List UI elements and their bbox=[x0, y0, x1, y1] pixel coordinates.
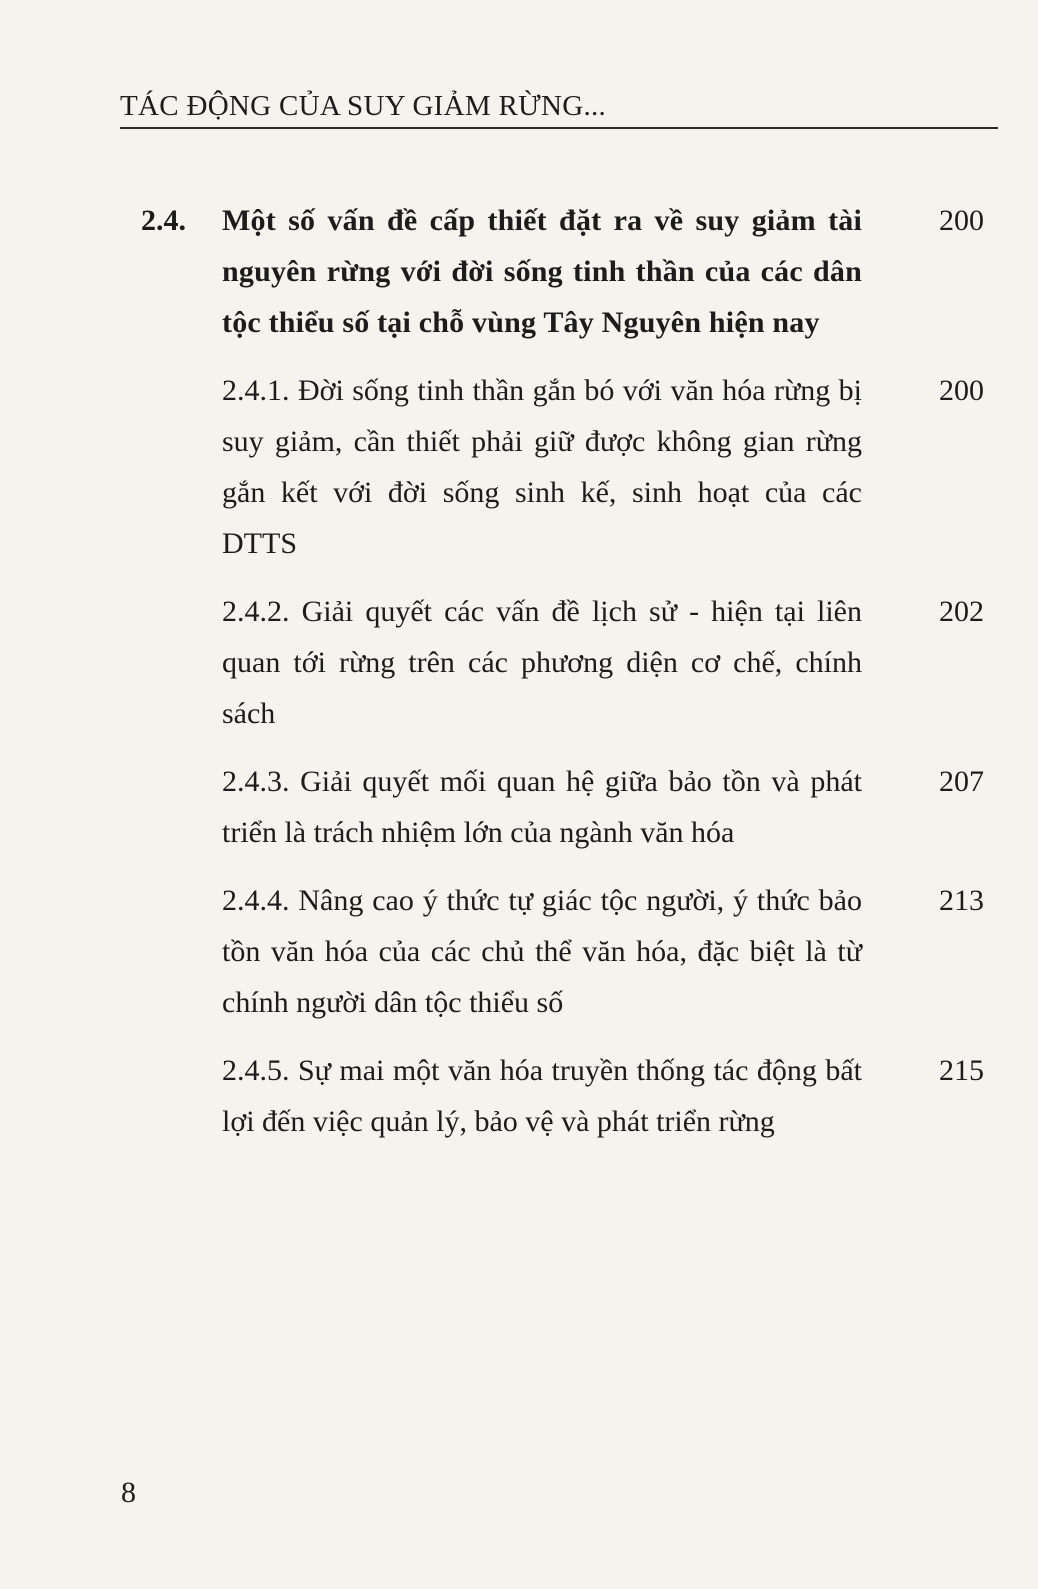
toc-entry-text: 2.4.1. Đời sống tinh thần gắn bó với văn hóa rừng bị suy giảm, cần thiết phải giữ được không gian rừng gắn kết với đời sống sinh kế, sinh hoạt của các DTTS bbox=[222, 374, 862, 560]
toc-entry-text: 2.4.3. Giải quyết mối quan hệ giữa bảo tồn và phát triển là trách nhiệm lớn của ngành văn hóa bbox=[222, 765, 862, 849]
toc-entry-page: 215 bbox=[939, 1054, 984, 1087]
page-number: 8 bbox=[121, 1476, 136, 1509]
toc-section-number: 2.4. bbox=[141, 204, 186, 237]
toc-entry-page: 202 bbox=[939, 595, 984, 628]
toc-section-entry bbox=[0, 195, 1038, 348]
toc-section-page: 200 bbox=[939, 204, 984, 237]
toc-entry-page: 213 bbox=[939, 884, 984, 917]
running-head: TÁC ĐỘNG CỦA SUY GIẢM RỪNG... bbox=[120, 90, 607, 122]
toc-entry-2-4-1 bbox=[0, 365, 1038, 569]
table-of-contents bbox=[0, 195, 1038, 1164]
toc-entry-text: 2.4.5. Sự mai một văn hóa truyền thống tác động bất lợi đến việc quản lý, bảo vệ và phát triển rừng bbox=[222, 1054, 862, 1138]
toc-entry-2-4-2 bbox=[0, 586, 1038, 739]
toc-section-title: Một số vấn đề cấp thiết đặt ra về suy giảm tài nguyên rừng với đời sống tinh thần của các dân tộc thiểu số tại chỗ vùng Tây Nguyên hiện nay bbox=[222, 204, 862, 339]
toc-entry-page: 200 bbox=[939, 374, 984, 407]
toc-entry-2-4-3 bbox=[0, 756, 1038, 858]
header-rule bbox=[120, 127, 998, 129]
toc-entry-text: 2.4.4. Nâng cao ý thức tự giác tộc người, ý thức bảo tồn văn hóa của các chủ thể văn hóa, đặc biệt là từ chính người dân tộc thiểu số bbox=[222, 884, 862, 1019]
toc-entry-2-4-4 bbox=[0, 875, 1038, 1028]
toc-entry-2-4-5 bbox=[0, 1045, 1038, 1147]
toc-entry-text: 2.4.2. Giải quyết các vấn đề lịch sử - hiện tại liên quan tới rừng trên các phương diện cơ chế, chính sách bbox=[222, 595, 862, 730]
toc-entry-page: 207 bbox=[939, 765, 984, 798]
